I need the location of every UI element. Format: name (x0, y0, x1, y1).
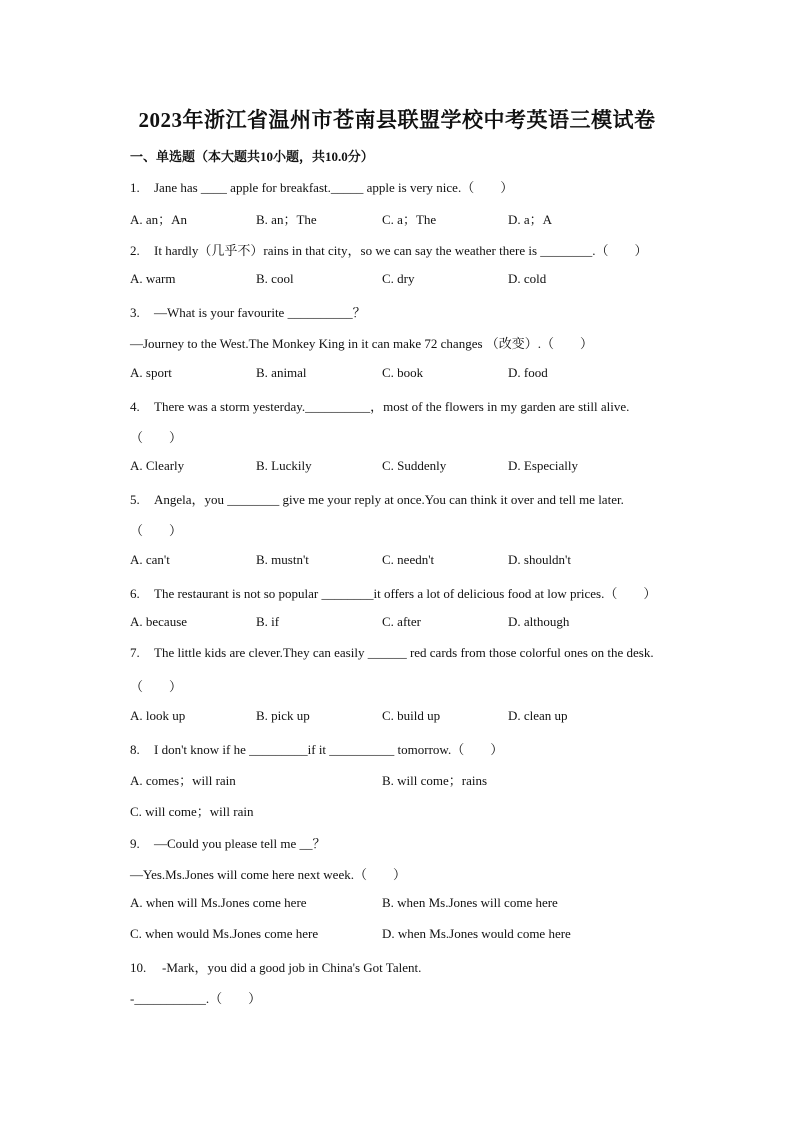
question-number: 7. (130, 645, 140, 660)
option-d: D. shouldn't (508, 552, 572, 567)
question-1 (130, 177, 513, 196)
question-text: -Mark，you did a good job in China's Got Talent. (162, 960, 422, 975)
option-d: D. when Ms.Jones would come here (382, 926, 571, 941)
option-c: C. when would Ms.Jones come here (130, 926, 319, 941)
option-c: C. will come；will rain (130, 804, 254, 819)
option-d: D. Especially (508, 458, 579, 473)
option-b: B. an；The (256, 212, 317, 227)
answer-bracket: （ ） (130, 679, 183, 694)
question-number: 10. (130, 960, 147, 975)
question-number: 8. (130, 742, 140, 757)
option-c: C. build up (382, 708, 441, 723)
option-a: A. when will Ms.Jones come here (130, 895, 307, 910)
question-number: 1. (130, 180, 140, 195)
option-b: B. Luckily (256, 458, 312, 473)
question-text: I don't know if he _________if it __________ tomorrow.（ ） (154, 742, 504, 757)
question-text: —What is your favourite __________？ (154, 305, 366, 320)
question-3 (130, 302, 366, 321)
option-a: A. sport (130, 365, 172, 380)
question-number: 2. (130, 243, 140, 258)
option-a: A. look up (130, 708, 186, 723)
question-10 (130, 957, 421, 976)
question-text-line-2: —Journey to the West.The Monkey King in it can make 72 changes （改变）.（ ） (130, 336, 594, 351)
question-5 (130, 489, 624, 508)
option-b: B. when Ms.Jones will come here (382, 895, 558, 910)
option-b: B. will come；rains (382, 773, 488, 788)
question-text: Jane has ____ apple for breakfast._____ apple is very nice.（ ） (154, 180, 514, 195)
answer-bracket: （ ） (130, 523, 183, 538)
question-text: Angela，you ________ give me your reply at once.You can think it over and tell me later. (154, 492, 624, 507)
option-b: B. animal (256, 365, 307, 380)
question-number: 5. (130, 492, 140, 507)
question-text-line-2: —Yes.Ms.Jones will come here next week.（ ） (130, 867, 406, 882)
option-a: A. Clearly (130, 458, 185, 473)
question-text: The little kids are clever.They can easily ______ red cards from those colorful ones on the desk. (154, 645, 654, 660)
question-text: It hardly（几乎不）rains in that city，so we can say the weather there is ________.（ ） (154, 243, 648, 258)
question-text-line-2: -___________.（ ） (130, 991, 262, 1006)
question-text: There was a storm yesterday.__________，most of the flowers in my garden are still alive. (154, 399, 630, 414)
question-8 (130, 739, 503, 758)
question-number: 6. (130, 586, 140, 601)
section-heading: 一、单选题（本大题共10小题，共10.0分） (130, 149, 374, 164)
question-number: 4. (130, 399, 140, 414)
option-b: B. if (256, 614, 280, 629)
question-9 (130, 833, 326, 852)
option-d: D. food (508, 365, 548, 380)
option-d: D. cold (508, 271, 547, 286)
option-c: C. dry (382, 271, 415, 286)
page-title: 2023年浙江省温州市苍南县联盟学校中考英语三模试卷 (138, 108, 656, 132)
option-c: C. book (382, 365, 424, 380)
question-number: 3. (130, 305, 140, 320)
answer-bracket: （ ） (130, 430, 183, 445)
option-b: B. pick up (256, 708, 310, 723)
option-b: B. cool (256, 271, 294, 286)
option-c: C. a；The (382, 212, 437, 227)
question-text: —Could you please tell me __？ (154, 836, 326, 851)
option-a: A. an；An (130, 212, 188, 227)
question-2 (130, 240, 648, 259)
option-a: A. warm (130, 271, 176, 286)
option-d: D. although (508, 614, 570, 629)
option-c: C. Suddenly (382, 458, 447, 473)
question-number: 9. (130, 836, 140, 851)
option-a: A. comes；will rain (130, 773, 236, 788)
option-d: D. clean up (508, 708, 568, 723)
option-b: B. mustn't (256, 552, 309, 567)
question-6 (130, 583, 656, 602)
option-c: C. needn't (382, 552, 435, 567)
option-c: C. after (382, 614, 421, 629)
option-a: A. can't (130, 552, 170, 567)
question-7 (130, 645, 654, 661)
option-a: A. because (130, 614, 188, 629)
option-d: D. a；A (508, 212, 553, 227)
question-4 (130, 396, 629, 415)
question-text: The restaurant is not so popular ________it offers a lot of delicious food at low prices.（ ） (154, 586, 657, 601)
